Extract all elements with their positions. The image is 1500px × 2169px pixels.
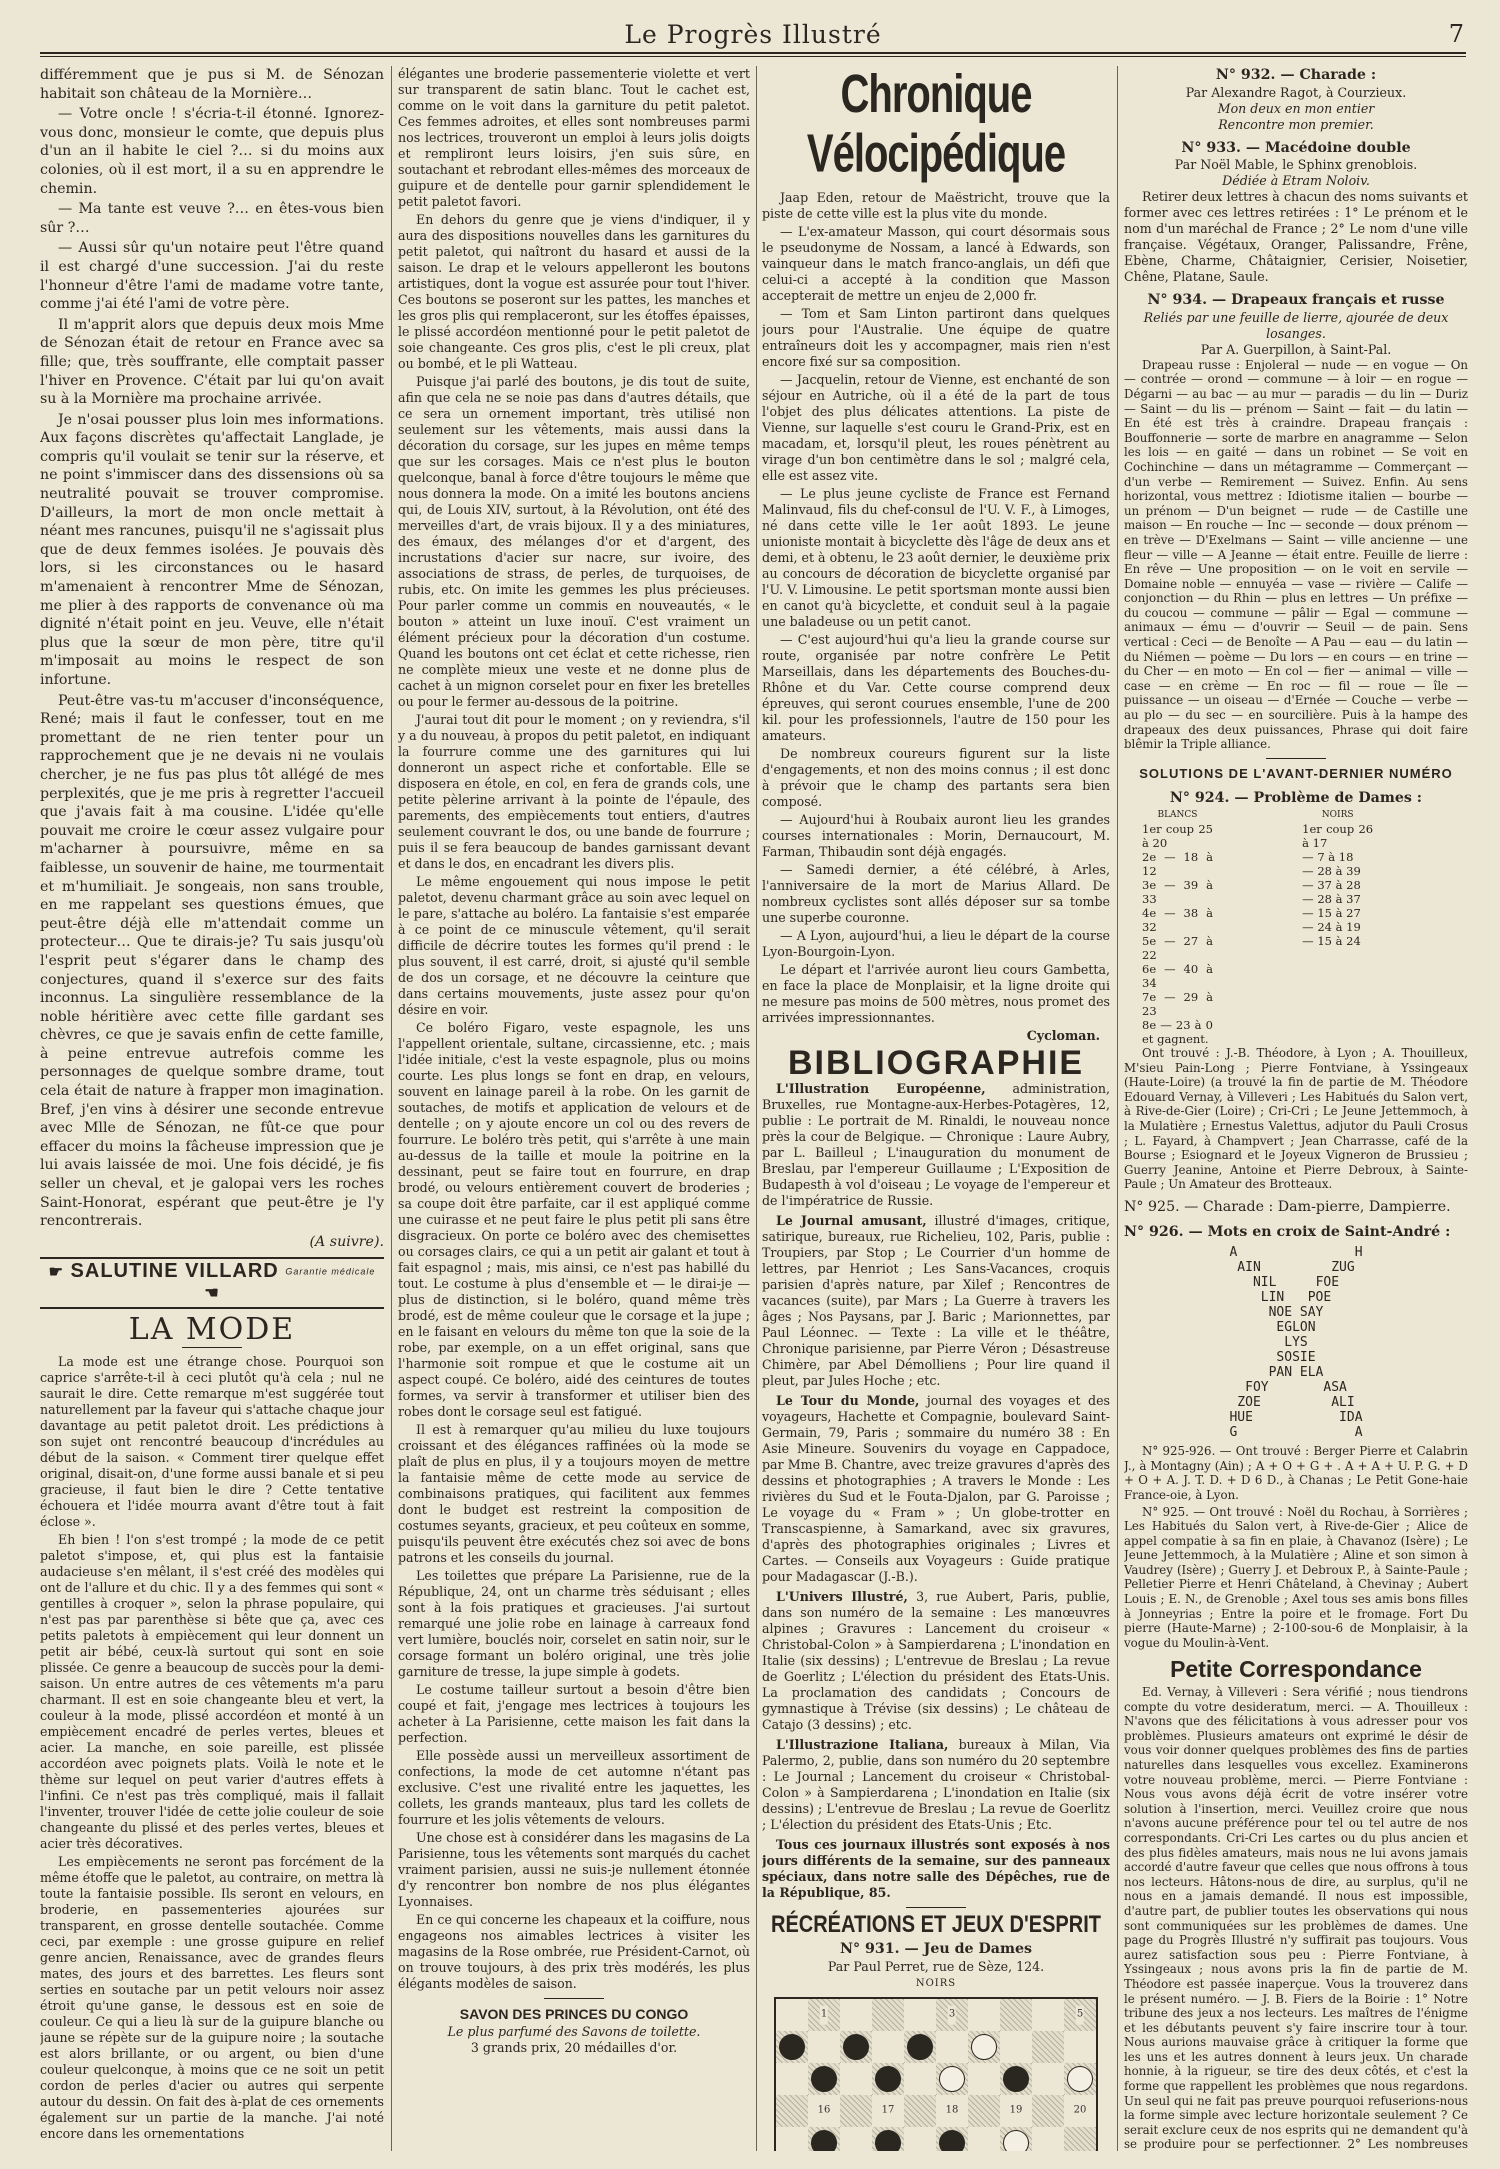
- bibliographie-list: [762, 1081, 1110, 1901]
- move: — 28 à 37: [1302, 892, 1361, 906]
- board-light-square: [872, 2031, 904, 2063]
- board-dark-square: [872, 2063, 904, 2095]
- chronique-item: Le départ et l'arrivée auront lieu cours Gambetta, en face la place de Monplaisir, et la ligne droite qui ne mesure pas moins de 500 mètres, nous promet des arrivées impressionnantes.: [762, 962, 1110, 1025]
- noirs-header: NOIRS: [1321, 810, 1354, 820]
- chronique-item: De nombreux coureurs figurent sur la liste d'engagements, et non des moins connus ; il est donc à prévoir que le champ des partants sera bien composé.: [762, 746, 1110, 809]
- move: 1er coup 26 à 17: [1302, 822, 1374, 850]
- board-dark-square: [1032, 2095, 1064, 2127]
- board-dark-square: [904, 2095, 936, 2127]
- board-light-square: [872, 2095, 904, 2127]
- mode-section-title: LA MODE: [128, 1311, 296, 1347]
- column-4: [1124, 66, 1468, 2151]
- black-piece: [811, 2130, 837, 2151]
- mode-paragraph: Il est à remarquer qu'au milieu du luxe toujours croissant et des élégances raffinées où la mode se plaît de plus en plus, il y a toujours moyen de mettre la fantaisie même de cette mode au service de combinaisons pratiques, qui facilitent aux femmes dont le budget est restreint la composition de costumes seyants, gracieux, et peu coûteux en somme, puisqu'ils peuvent être exécutés chez soi avec de bons patrons et les conseils du journal.: [398, 1422, 750, 1565]
- board-light-square: [904, 1999, 936, 2031]
- salutine-ad: [40, 1257, 384, 1308]
- board-light-square: [968, 1999, 1000, 2031]
- puzzle-932-author: Par Alexandre Ragot, à Courzieux.: [1185, 84, 1407, 100]
- board-light-square: [840, 1999, 872, 2031]
- story-paragraph: Peut-être vas-tu m'accuser d'inconséquence, René; mais il faut le confesser, tout en me promettant de ne rien tenter pour un rapprochement que je ne devais ni ne voulais chercher, je ne fus pas plus tôt allégé de mes perplexités, que je me pris à regretter l'accueil que j'avais fait à ma cousine. L'idée qu'elle pouvait me croire le cœur assez vulgaire pour m'acharner à poursuivre, même en sa faiblesse, un souvenir de haine, me tourmentait et m'humiliait. Je songeais, non sans trouble, en me rappelant ses questions émues, que peut-être déjà elle m'attendait comme un protecteur… Que te dirais-je? Tu sais jusqu'où l'esprit peut s'égarer dans le champ des conjectures, quand il s'exerce sur des faits inconnus. La singulière ressemblance de la noble héritière avec cette fille gardant ses chèvres, ce que je savais enfin de cette famille, à peine entrevue autrefois comme les personnages de quelque sombre drame, tout cela était de nature à frapper mon imagination. Bref, j'en vins à désirer une seconde entrevue avec Mlle de Sénozan, ne fût-ce que pour effacer du moins la fâcheuse impression que je lui avais laissée de moi. Une fois décidé, je fis seller un cheval, et je galopai vers les roches Saint-Honorat, espérant que peut-être je l'y rencontrerais.: [40, 692, 384, 1230]
- page-number: 7: [1448, 20, 1464, 48]
- newspaper-title: Le Progrès Illustré: [624, 20, 882, 49]
- bib-entry: [762, 1393, 1110, 1585]
- bib-journal: Le Tour du Monde,: [776, 1392, 920, 1408]
- title-rule: [182, 1347, 242, 1348]
- puzzle-934-text: Drapeau russe : Enjoleral — nude — en vogue — On — contrée — orond — commune — à loir — en rogue — Dégarni — au bac — au mur — paradis — du lin — Duriz — Saint — du lis — prénom — Saint — fait — du latin — En été est très à craindre. Drapeau français : Bouffonnerie — sorte de marbre en anagramme — Selon les lois — en gaité — dans un robinet — Se voit en Cochinchine — dans un métagramme — Commerçant — d'un verbe — Remirement — Suivez. Enfin. Au sens horizontal, vous mettrez : Idiotisme italien — bourbe — un prénom — D'un beignet — rude — de Castille une maison — En rouche — Inc — seconde — doux prénom — en trève — D'Exelmans — Saint — ville ancienne — une fleur — ville — A Jeanne — était entre. Feuille de lierre : En rêve — Une proposition — on le voit en servile — Domaine noble — ennuyéa — vase — rivière — Calife — conjonction — du Rhin — plus en lettres — Un préfixe — du coucou — commune — pâlir — Egal — commune — animaux — ému — d'ouvrir — Seuil — de pain. Sens vertical : Ceci — de Benoîte — A Pau — eau — du latin — du Niémen — poème — Du lors — en cours — en trine — du Cher — en moto — En col — fier — animal — ville — case — en crème — En roc — fil — roue — île — puissance — un oiseau — d'Ernée — Couche — verbe — au plo — du sec — en sourcilière. Puis à la hampe des drapeaux des deux puissances, Phrase qui doit faire blêmir la Triple alliance.: [1124, 357, 1468, 752]
- chronique-article: [762, 190, 1110, 1044]
- pointing-hand-icon: ☚: [204, 1285, 220, 1302]
- board-light-square: [936, 2095, 968, 2127]
- board-dark-square: [808, 2063, 840, 2095]
- chronique-item: — Samedi dernier, a été célébré, à Arles, l'anniversaire de la mort de Marius Allard. De nombreux cyclistes sont allés déposer sur sa tombe une superbe couronne.: [762, 862, 1110, 925]
- puzzle-934-title: N° 934. — Drapeaux français et russe: [1147, 292, 1445, 309]
- mode-paragraph: Puisque j'ai parlé des boutons, je dis tout de suite, afin que cela ne se noie pas dans d'autres détails, que ce sera un ornement important, très utilisé non seulement sur les vêtements, mais aussi dans la décoration du corsage, sur les jupes en même temps que sur les corsages. Mais ce n'est plus le bouton quelconque, banal à force d'être toujours le même que nous donnera la mode. On a imité les boutons anciens qui, de Louis XIV, surtout, à la Révolution, ont été des merveilles d'art, de vrais bijoux. Il y a des miniatures, des émaux, des mélanges d'or et d'argent, des incrustations d'acier sur nacre, sur ivoire, des associations de strass, de perles, de turquoises, de rubis, etc. On imite les gemmes les plus précieuses. Pour parler comme un commis en nouveautés, « le bouton » atteint un luxe inouï. C'est vraiment un élément précieux pour la décoration d'un costume. Quand les boutons ont cet éclat et cette richesse, rien ne complète mieux une veste et ne donne plus de cachet à un mignon corselet pour en fixer les bretelles ou pour le fermer au-dessous de la poitrine.: [398, 374, 750, 709]
- puzzle-932-title: N° 932. — Charade :: [1215, 67, 1377, 83]
- move: 5e — 27 à 22: [1142, 934, 1213, 962]
- header-rule: [40, 56, 1466, 57]
- move: 2e — 18 à 12: [1142, 850, 1213, 878]
- move: — 15 à 27: [1302, 906, 1361, 920]
- mode-paragraph: Les empiècements ne seront pas forcément de la même étoffe que le paletot, au contraire, on mettra là toute la fantaisie possible. Ils seront en velours, en broderie, en passementeries ajourées sur transparent, en grosse dentelle soutachée. Comme ceci, par exemple : une grosse guipure en relief genre ancien, Renaissance, avec de grandes fleurs mates, des jours et des barrettes. Les fleurs sont serties en soutache par un petit velours noir assez étroit qu'une ganse, le dessous est en soie de couleur. Ce qui a lieu là sur de la guipure blanche ou jaune se répète sur de la guipure noire ; la soutache est alors brillante, or ou argent, ou bien d'une couleur quelconque, à moins que ce ne soit un petit cordon de perles d'acier ou autres qui serpente autour du dessin. On fait des à-plat de ces ornements également sur un partie de la manche. J'ai noté encore dans les ornementations: [40, 1854, 384, 2142]
- savon-ad-line: 3 grands prix, 20 médailles d'or.: [470, 2039, 678, 2055]
- board-dark-square: [872, 2127, 904, 2151]
- story-paragraph: différemment que je pus si M. de Sénozan habitait son château de la Mornière…: [40, 67, 384, 102]
- mode-paragraph: Une chose est à considérer dans les magasins de La Parisienne, tous les vêtements sont marqués du cachet vraiment parisien, aussi ne suis-je nullement étonnée d'y rencontrer bon nombre de nos plus élégantes Lyonnaises.: [398, 1830, 750, 1909]
- mode-paragraph: Le même engouement qui nous impose le petit paletot, devenu charmant grâce au soin avec lequel on le pare, s'attache au boléro. La fantaisie s'est emparée à ce point de ce minuscule vêtement, qu'il serait difficile de décrire toutes les formes qu'il prend : le plus souvent, il est carré, droit, si ajusté qu'il semble de dos un corsage, et ne découvre la ceinture que dans certains mouvements, juste assez pour qu'on désire en voir.: [398, 874, 750, 1017]
- bib-journal: L'Univers Illustré,: [776, 1588, 908, 1604]
- bib-note: Tous ces journaux illustrés sont exposés à nos jours différents de la semaine, sur des panneaux spéciaux, dans notre salle des Dépêches, rue de la République, 85.: [762, 1836, 1110, 1900]
- to-be-continued: (A suivre).: [309, 1233, 384, 1250]
- chronique-item: — Le plus jeune cycliste de France est Fernand Malinvaud, fils du chef-consul de l'U. V. F., à Limoges, né dans cette ville le 1er août 1893. Le jeune unioniste montait à bicyclette dès l'âge de deux ans et demi, et à obtenu, le 23 août dernier, le deuxième prix au concours de décoration de bicyclette organisé par l'U. V. Limousine. Le petit sportsman monte aussi bien en canot qu'à bicyclette, et conduit seul à la pagaie une baladeuse ou un petit canot.: [762, 486, 1110, 629]
- square-number: 5: [1076, 2006, 1084, 2025]
- board-dark-square: [808, 1999, 840, 2031]
- move: 6e — 40 à 34: [1142, 962, 1213, 990]
- board-dark-square: [776, 2031, 808, 2063]
- mode-paragraph: En ce qui concerne les chapeaux et la coiffure, nous engageons nos aimables lectrices à visiter les magasins de la Rose ombrée, rue Président-Carnot, où on trouve toujours, à des prix très modérés, les plus élégants modèles de saison.: [398, 1912, 750, 1991]
- noirs-moves: [1302, 808, 1450, 1046]
- chronique-item: — A Lyon, aujourd'hui, a lieu le départ de la course Lyon-Bourgoin-Lyon.: [762, 928, 1110, 959]
- chronique-item: Jaap Eden, retour de Maëstricht, trouve que la piste de cette ville est la plus vite du monde.: [762, 190, 1110, 221]
- chronique-item: — C'est aujourd'hui qu'a lieu la grande course sur route, organisée par notre confrère Le Petit Marseillais, dans les départements des Bouches-du-Rhône et du Var. Cette course comprend deux épreuves, qui seront courues ensemble, l'une de 200 kil. pour les professionnels, l'autre de 150 pour les amateurs.: [762, 632, 1110, 743]
- square-number: 19: [1009, 2102, 1024, 2121]
- problem-924-solvers: Ont trouvé : J.-B. Théodore, à Lyon ; A. Thouilleux, M'sieu Pain-Long ; Pierre Fontviane, à Yssingeaux (Haute-Loire) (a trouvé la fin de partie de M. Théodore Edouard Vernay, à Villeveri ; Les Habitués du Salon vert, à Rive-de-Gier (Loire) ; Cri-Cri ; Le Jeune Jettemmoch, à la Mulatière ; Ernestus Valettus, adjutor du Pauli Crosus ; L. Fayard, à Champvert ; Jean Charrasse, café de la Bourse ; Esiognard et le Joyeux Vigneron de Brussieu ; Guerry Jeanine, Antoine et Pierre Debroux, à Sainte-Paule ; Un Amateur des Brotteaux.: [1124, 1046, 1468, 1192]
- board-dark-square: [1064, 2127, 1096, 2151]
- puzzle-933-title: N° 933. — Macédoine double: [1181, 139, 1411, 156]
- bibliographie-title: BIBLIOGRAPHIE: [787, 1044, 1085, 1082]
- board-dark-square: [840, 2095, 872, 2127]
- move: 3e — 39 à 33: [1142, 878, 1213, 906]
- puzzle-932-line: Mon deux en mon entier: [1217, 100, 1375, 116]
- black-piece: [843, 2034, 869, 2060]
- pointing-hand-icon: ☛: [48, 1264, 64, 1282]
- move: — 28 à 39: [1302, 864, 1361, 878]
- chronique-item: — Aujourd'hui à Roubaix auront lieu les grandes courses internationales : Morin, Dernaucourt, M. Farman, Thibaudin sont déjà engagés.: [762, 812, 1110, 859]
- board-light-square: [1000, 2031, 1032, 2063]
- board-dark-square: [1000, 2127, 1032, 2151]
- mode-paragraph: J'aurai tout dit pour le moment ; on y reviendra, s'il y a du nouveau, à propos du petit paletot, en indiquant la fourrure comme une des garnitures qui lui donneront un aspect riche et confortable. Elle se disposera en étole, en col, en fera de grands cols, une petite pèlerine arrivant à la pointe de l'épaule, des parements, des empiècements tout entiers, d'autres seulement couvrant le dos, ou une bande de fourrure ; puis il se fera beaucoup de bandes garnissant devant et dans le dos, en encadrant les divers plis.: [398, 712, 750, 871]
- move: — 24 à 19: [1302, 920, 1361, 934]
- story-paragraph: — Ma tante est veuve ?… en êtes-vous bien sûr ?…: [40, 201, 384, 236]
- problem-925-solvers: N° 925. — Ont trouvé : Noël du Rochau, à Sorrières ; Les Habitués du Salon vert, à Rive-de-Gier ; Alice de appel compatie à sa fin en plaie, à Chavanoz (Isère) ; Le Jeune Jettemmoch, à la Mulatière ; Aline et son simon à Vaudrey (Isère) ; Guerry J. et Debroux P., à Sainte-Paule ; Pelletier Pierre et Henri Châteland, à Chevinay ; Aubert Louis ; E. N., de Grenoble ; Axel tous ses amis bons filles à Jonneyrias ; Entre la poire et le fromage. Fort Du pierre (Haute-Marne) ; 2-100-sou-6 de Monplaisir, à la vogue du Moulin-à-Vent.: [1124, 1504, 1468, 1650]
- mode-article: [40, 1354, 384, 2142]
- move: 1er coup 25 à 20: [1142, 822, 1213, 850]
- puzzle-932-line: Rencontre mon premier.: [1218, 116, 1374, 132]
- mode-paragraph: La mode est une étrange chose. Pourquoi son caprice s'arrête-t-il à ceci plutôt qu'à cela ; nul ne saurait le dire. Cette remarque m'est suggérée tout naturellement par la faveur qui s'attache chaque jour davantage au petit paletot droit. Les prédictions à son sujet ont rencontré beaucoup d'incrédules au début de la saison. « Comment tirer quelque effet original, disait-on, d'une forme aussi banale et si peu gracieuse, il faut bien le dire ? Cette tentative échouera et l'idée mourra avant d'être tout à fait éclose ».: [40, 1354, 384, 1530]
- white-piece: [1067, 2066, 1093, 2092]
- solutions-title: SOLUTIONS DE L'AVANT-DERNIER NUMÉRO: [1139, 765, 1453, 781]
- board-dark-square: [936, 1999, 968, 2031]
- puzzle-933-author: Par Noël Mable, le Sphinx grenoblois.: [1174, 157, 1418, 173]
- bib-entry: [762, 1589, 1110, 1733]
- move: 7e — 29 à 23: [1142, 990, 1213, 1018]
- square-number: 1: [820, 2006, 828, 2025]
- column-3: [762, 66, 1110, 2151]
- board-dark-square: [808, 2127, 840, 2151]
- divider: [544, 1998, 604, 1999]
- bib-journal: L'Illustrazione Italiana,: [776, 1736, 949, 1752]
- board-dark-square: [1000, 2063, 1032, 2095]
- board-light-square: [840, 2127, 872, 2151]
- puzzle-934-subtitle: Reliés par une feuille de lierre, ajourée de deux losanges.: [1143, 309, 1449, 341]
- page-header: [40, 12, 1466, 54]
- board-light-square: [1064, 2031, 1096, 2063]
- mode-paragraph: En dehors du genre que je viens d'indiquer, il y aura des dispositions nouvelles dans les garnitures du petit paletot, qui naîtront du hasard et aussi de la saison. Le drap et le velours appelleront les boutons artistiques, dont la vogue est assurée pour tout l'hiver. Ces boutons se poseront sur les pattes, les manches et les gros plis qui remplaceront, sur les étoffes épaisses, le plissé accordéon mentionné pour le petit paletot de soie changeante. Ces gros plis, c'est le pli creux, plat ou bombé, et le pli Watteau.: [398, 212, 750, 371]
- story-paragraph: — Aussi sûr qu'un notaire peut l'être quand il est chargé d'une succession. J'ai du reste l'honneur d'être l'ami de madame votre tante, comme j'ai été l'ami de votre père.: [40, 240, 384, 313]
- petite-correspondance-text: Ed. Vernay, à Villeveri : Sera vérifié ; nous tiendrons compte du votre desideratum, merci. — A. Thouilleux : N'avons que des félicitations à vous adresser pour vos problèmes. Plusieurs amateurs ont exprimé le désir de vous voir donner quelques problèmes des fins de parties naturelles dans lesquelles vous excellez. Examinerons votre nouveau problème, merci. — Pierre Fontviane : Nous vous avons déjà écrit de votre insérer votre solution à l'insertion, merci. Veuillez croire que nous n'avons aucune préférence pour tel ou tel autre de nos correspondants. Cri-Cri Les cartes ou du plus ancien et des plus fidèles amateurs, mais nous ne lui avons jamais accordé d'autre faveur que celles que nous offrons à tous nos lecteurs. Hâtons-nous de dire, au surplus, qu'il ne nous en a jamais demandé. Il nous est impossible, d'autre part, de publier toutes les observations qui nous sont communiquées sur les problèmes de dames. Une page du Progrès Illustré n'y suffirait pas toujours. Vous aurez satisfaction sous peu : Pierre Fontviane, à Yssingeaux ; nous avons pris la fin de partie de M. Théodore est passée inaperçue. Vous la trouverez dans le présent numéro. — J. B. Fiers de la Boirie : 1° Notre tribune des jeux a nos lecteurs. Les maîtres de l'énigme et les débutants peuvent s'y faire inscrire tour à tour. Nous aurions mauvaise grâce à critiquer la forme que les uns et les autres donnent à leurs jeux. Un charade honnie, à la rigueur, se tire des deux côtés, et c'est la forme que rappellent les problèmes que nous regardons. Un seul qui ne fait pas preuve pourquoi refuserions-nous la forme simple avec lecture horizontale seulement ? Ce serait exclure ceux de nos esprits qui ne demandent qu'à se produire pour se perfectionner. 2° Les nombreuses: [1124, 1685, 1468, 2151]
- square-number: 16: [817, 2102, 832, 2121]
- column-divider: [1117, 66, 1118, 2151]
- move: — 37 à 28: [1302, 878, 1361, 892]
- board-dark-square: [968, 2095, 1000, 2127]
- board-dark-square: [1032, 2031, 1064, 2063]
- mode-article-continued: [398, 66, 750, 1992]
- column-2: [398, 66, 750, 2151]
- bib-entry: [762, 1081, 1110, 1209]
- mode-paragraph: Le costume tailleur surtout a besoin d'être bien coupé et fait, j'engage mes lectrices à toujours les acheter à La Parisienne, cette maison les fait dans la perfection.: [398, 1682, 750, 1745]
- move: — 15 à 24: [1302, 934, 1361, 948]
- problem-924-solution: [1124, 808, 1468, 1046]
- black-piece: [875, 2130, 901, 2151]
- board-light-square: [808, 2031, 840, 2063]
- board-dark-square: [776, 2095, 808, 2127]
- bib-text: journal des voyages et des voyageurs, Hachette et Compagnie, boulevard Saint-Germain, 79, Paris ; sommaire du numéro 38 : En Asie Mineure. Souvenirs du voyage en Cappadoce, par Mme B. Chantre, avec treize gravures d'après des dessins et photographies ; A travers le Monde : Les rivières du Sud et le Fouta-Djalon, par G. Paroisse ; Le voyage du « Fram » ; Un globe-trotter en Transcaspienne, à Samarkand, avec six gravures, d'après des photographies originales ; Livres et Cartes. — Conseils aux Voyageurs : Guide pratique pour Madagascar (J.-B.).: [762, 1392, 1110, 1584]
- mode-paragraph: Les toilettes que prépare La Parisienne, rue de la République, 24, ont un charme très séduisant ; elles sont à la fois pratiques et gracieuses. J'ai surtout remarqué une jolie robe en lainage à carreaux fond vert lumière, bouclés noir, corselet en satin noir, sur le corsage formant un boléro original, une très jolie garniture de tresse, la jupe simple à godets.: [398, 1568, 750, 1679]
- board-label-top: NOIRS: [915, 1977, 957, 1989]
- bib-journal: Le Journal amusant,: [776, 1212, 927, 1228]
- problem-925-solution: N° 925. — Charade : Dam-pierre, Dampierre.: [1124, 1198, 1451, 1215]
- black-piece: [811, 2066, 837, 2092]
- ad-brand: SALUTINE VILLARD: [70, 1260, 279, 1283]
- black-piece: [1003, 2066, 1029, 2092]
- black-piece: [875, 2066, 901, 2092]
- ad-tagline: Garantie médicale: [285, 1266, 376, 1277]
- board-dark-square: [1000, 1999, 1032, 2031]
- board-dark-square: [840, 2031, 872, 2063]
- square-number: 18: [945, 2102, 960, 2121]
- mode-paragraph: élégantes une broderie passementerie violette et vert sur transparent de satin blanc. Tout le cachet est, comme on le voit dans la garniture du petit paletot. Ces femmes adroites, et elles sont nombreuses parmi nos lectrices, trouveront un emploi à leurs jolis doigts et rempliront leurs loisirs, j'en suis sûre, en soutachant et rebrodant elles-mêmes des morceaux de guipure et de dentelle pour garnir splendidement le petit paletot favori.: [398, 66, 750, 209]
- board-light-square: [968, 2063, 1000, 2095]
- board-light-square: [776, 2127, 808, 2151]
- square-number: 17: [881, 2102, 896, 2121]
- puzzle-931-title: N° 931. — Jeu de Dames: [839, 1941, 1033, 1958]
- chronique-item: — Tom et Sam Linton partiront dans quelques jours pour l'Australie. Une équipe de quatre entraîneurs doit les y accompagner, mais rien n'est encore fixé sur sa composition.: [762, 306, 1110, 369]
- blancs-moves: [1142, 808, 1290, 1046]
- white-piece: [939, 2066, 965, 2092]
- board-light-square: [1032, 2063, 1064, 2095]
- chronique-item: — Jacquelin, retour de Vienne, est enchanté de son séjour en Autriche, où il a été de la part de tous l'objet des plus délicates attentions. La piste de Vienne, sur laquelle s'est couru le Grand-Prix, est en macadam, et, lorsqu'il pleut, les roues pénètrent au virage d'un bon centimètre dans le sol ; malgré cela, elle est assez vite.: [762, 372, 1110, 483]
- board-dark-square: [872, 1999, 904, 2031]
- bib-text: 3, rue Aubert, Paris, publie, dans son numéro de la semaine : Les manœuvres alpines ; Gravures : Lancement du croiseur « Christobal-Colon » à Sampierdarena ; L'inondation en Italie (six dessins) ; L'entrevue de Breslau ; La revue de Goerlitz ; L'élection du président des Etats-Unis. La proclamation des candidats ; Concours de gymnastique à Trévise (six dessins) ; Le château de Catajo (3 dessins) ; etc.: [762, 1588, 1110, 1732]
- divider: [906, 1907, 966, 1908]
- board-light-square: [1032, 2127, 1064, 2151]
- story-paragraph: Je n'osai pousser plus loin mes informations. Aux façons discrètes qu'affectait Langlade, je compris qu'il voulait se tenir sur la réserve, et ne point s'immiscer dans des dissensions où sa neutralité pouvait se trouver compromise. D'ailleurs, la mort de mon oncle mettait à néant mes rancunes, puisqu'il ne s'agissait plus que de deux femmes isolées. Je pouvais dès lors, si les circonstances ou le hasard m'amenaient à rencontrer Mme de Sénozan, me plier à des rapports de convenance où ma dignité n'était point en jeu. Veuve, elle n'était plus que la sœur de mon père, titre qu'il m'imposait au moins le respect de son infortune.: [40, 411, 384, 688]
- column-divider: [756, 66, 757, 2151]
- savon-ad-title: SAVON DES PRINCES DU CONGO: [459, 2006, 689, 2022]
- story-paragraph: — Votre oncle ! s'écria-t-il étonné. Ignorez-vous donc, monsieur le comte, que depuis plus d'un an il habite le ciel ?… si du moins aux colonies, où il est mort, il a su en apprendre le chemin.: [40, 106, 384, 197]
- board-light-square: [776, 2063, 808, 2095]
- petite-correspondance-title: Petite Correspondance: [1170, 1656, 1422, 1683]
- puzzle-933-text: Retirer deux lettres à chacun des noms suivants et former avec ces lettres retirées : 1° Le prénom et le nom d'un maréchal de France ; 2° Le nom d'une ville française. Végétaux, Oranger, Palissandre, Frêne, Ebène, Charme, Châtaignier, Cerisier, Noisetier, Chêne, Platane, Saule.: [1124, 189, 1468, 285]
- board-dark-square: [968, 2031, 1000, 2063]
- problem-925-926-solvers: N° 925-926. — Ont trouvé : Berger Pierre et Calabrin J., à Montagny (Ain) ; A + O + G + . A + A + U. P. G. + D + O + A. J. T. D. + D 6 D., à Chanas ; Le Petit Gone-haie France-oie, à Lyon.: [1124, 1444, 1468, 1502]
- board-light-square: [1000, 2095, 1032, 2127]
- puzzle-933-dedication: Dédiée à Etram Noloiv.: [1222, 173, 1370, 189]
- story-paragraph: Il m'apprit alors que depuis deux mois Mme de Sénozan était de retour en France avec sa fille; que, très souffrante, elle comptait passer l'hiver en Provence. C'était par lui qu'on avait su à la Mornière ma prochaine arrivée.: [40, 316, 384, 408]
- board-light-square: [808, 2095, 840, 2127]
- serial-story: [40, 66, 384, 1251]
- board-light-square: [840, 2063, 872, 2095]
- problem-926-title: N° 926. — Mots en croix de Saint-André :: [1124, 1223, 1451, 1240]
- bib-entry: [762, 1213, 1110, 1389]
- board-light-square: [968, 2127, 1000, 2151]
- board-light-square: [776, 1999, 808, 2031]
- board-light-square: [936, 2031, 968, 2063]
- bib-text: bureaux à Milan, Via Palermo, 2, publie, dans son numéro du 20 septembre : Le Journal ; Lancement du croiseur « Christobal-Colon » à Sampierdarena ; L'inondation en Italie (six dessins) ; L'entrevue de Breslau ; La revue de Goerlitz ; L'élection du président des Etats-Unis ; Etc.: [762, 1736, 1110, 1832]
- bib-entry: [762, 1737, 1110, 1833]
- bib-text: illustré d'images, critique, satirique, bureaux, rue Richelieu, 102, Paris, publie : Troupiers, par Stop ; Le Courrier d'un homme de lettres, par Henriot ; Les Sans-Vacances, croquis parisien d'après nature, par Xilef ; Rencontres de vacances (suite), par Mars ; La Guerre à travers les âges ; Nos Paysans, par J. Baric ; Marionnettes, par Paul Léonnec. — Texte : La ville et le théâtre, Chronique parisienne, par Pierre Véron ; Désastreuse Chimère, par Abel Démolliens ; Pour lire quand il pleut, par Jules Hoche ; etc.: [762, 1212, 1110, 1388]
- square-number: 20: [1073, 2102, 1088, 2121]
- mode-paragraph: Elle possède aussi un merveilleux assortiment de confections, la mode de cet automne n'étant pas exclusive. C'est une rivalité entre les jaquettes, les collets, les grands manteaux, plus tard les collets de fourrure et les jolis vêtements de velours.: [398, 1748, 750, 1827]
- puzzle-934-author: Par A. Guerpillon, à Saint-Pal.: [1200, 341, 1392, 357]
- board-dark-square: [936, 2063, 968, 2095]
- column-1: [40, 66, 384, 2151]
- black-piece: [907, 2034, 933, 2060]
- puzzle-931-author: Par Paul Perret, rue de Sèze, 124.: [827, 1958, 1045, 1974]
- board-light-square: [1064, 2095, 1096, 2127]
- mode-paragraph: Eh bien ! l'on s'est trompé ; la mode de ce petit paletot s'impose, et, qui plus est la fantaisie audacieuse s'en mêlant, il s'est créé des modèles qui ont de l'allure et du chic. Il y a des femmes qui sont « gentilles à croquer », selon la phrase populaire, qui n'est pas par parenthèse si bête que ça, avec ces petits paletots à empiècement qui leur donnent un petit air bébé, ceux-là surtout qui sont en soie plissée. Ce genre a beaucoup de succès pour la demi-saison. Un entre autres de ces vêtements m'a paru charmant. Il est en soie changeante bleu et vert, la couleur à la mode, plissé accordéon et monté à un empiècement encadré de perles vertes, bleues et acier. La manche, en soie pareille, est plissée accordéon avec poignets plats. Voilà le note et le thème sur lequel on peut varier d'autres effets à l'infini. Ce n'est pas très compliqué, mais il fallait l'inventer, trouver l'idée de cette jolie couleur de soie changeante du plissé et des perles vertes, bleues et acier très décoratives.: [40, 1532, 384, 1852]
- mode-paragraph: Ce boléro Figaro, veste espagnole, les uns l'appellent orientale, sultane, circassienne, etc. ; mais l'idée initiale, c'est la veste espagnole, plus ou moins courte. Les plus longs se font en drap, en velours, souvent en lainage pareil à la robe. On les garnit de soutaches, de motifs et application de velours et de dentelle ; on y ajoute encore un col ou des revers de fourrure. Le boléro très petit, qui s'arrête à une main au-dessus de la taille et moule la poitrine en la dessinant, peut se faire tout en fourrure, en drap brodé, ou velours entièrement couvert de broderies ; sa coupe doit être parfaite, car il est appliqué comme une cuirasse et ne peut faire le plus petit pli sans être disgracieux. On porte ce boléro avec des chemisettes ou corsages clairs, ce qui a un petit air galant et tout à fait espagnol ; mais, mis ainsi, ce n'est pas habillé du tout. Le costume à plus d'ensemble et — le dirai-je — plus de distinction, si le boléro, quand même très brodé, est de même couleur que le corsage et la jupe ; en le faisant en velours du même ton que la soie de la robe, par exemple, on a un effet original, sans que l'harmonie soit rompue et que le costume ait un aspect coupé. Ce boléro, aidé des ceintures de toutes formes, va servir à transformer et utiliser bien des robes dont le corsage seul est fatigué.: [398, 1020, 750, 1419]
- saint-andre-cross-grid: A H AIN ZUG NIL FOE LIN POE NOE SAY EGLON LYS SOSIE PAN ELA FOY ASA ZOE ALI HUE IDA G A: [1229, 1245, 1363, 1441]
- divider: [1266, 758, 1326, 759]
- board-dark-square: [1064, 2063, 1096, 2095]
- square-number: 3: [948, 2006, 956, 2025]
- savon-ad-line: Le plus parfumé des Savons de toilette.: [447, 2023, 701, 2039]
- board-dark-square: [904, 2031, 936, 2063]
- problem-924-title: N° 924. — Problème de Dames :: [1169, 790, 1423, 807]
- blancs-header: BLANCS: [1157, 810, 1198, 820]
- checkers-board: [774, 1997, 1098, 2151]
- chronique-item: — L'ex-amateur Masson, qui court désormais sous le pseudonyme de Nossam, a lancé à Edwards, son vainqueur dans le match franco-anglais, un défi que celui-ci a accepté à la condition que Masson accepterait de mettre un enjeu de 2,000 fr.: [762, 224, 1110, 303]
- board-light-square: [1032, 1999, 1064, 2031]
- signature: Cycloman.: [1026, 1028, 1100, 1043]
- move: — 7 à 18: [1302, 850, 1354, 864]
- board-dark-square: [1064, 1999, 1096, 2031]
- board-dark-square: [936, 2127, 968, 2151]
- bib-text: administration, Bruxelles, rue Montagne-aux-Herbes-Potagères, 12, publie : Le portrait de M. Rinaldi, le nouveau nonce près la cour de Belgique. — Chronique : Laure Aubry, par L. Bailleul ; L'inauguration du monument de Breslau, par l'empereur Guillaume ; L'Exposition de Budapesth à vol d'oiseau ; Le voyage de l'empereur et de l'impératrice de Russie.: [762, 1080, 1110, 1208]
- white-piece: [971, 2034, 997, 2060]
- bib-journal: L'Illustration Européenne,: [776, 1080, 986, 1096]
- board-light-square: [904, 2063, 936, 2095]
- recreations-title: RÉCRÉATIONS ET JEUX D'ESPRIT: [771, 1911, 1101, 1938]
- move: 8e — 23 à 0 et gagnent.: [1142, 1018, 1213, 1046]
- black-piece: [779, 2034, 805, 2060]
- white-piece: [1003, 2130, 1029, 2151]
- move: 4e — 38 à 32: [1142, 906, 1213, 934]
- board-light-square: [904, 2127, 936, 2151]
- chronique-title: Chronique Vélocipédique: [806, 66, 1066, 184]
- black-piece: [939, 2130, 965, 2151]
- column-divider: [391, 66, 392, 2151]
